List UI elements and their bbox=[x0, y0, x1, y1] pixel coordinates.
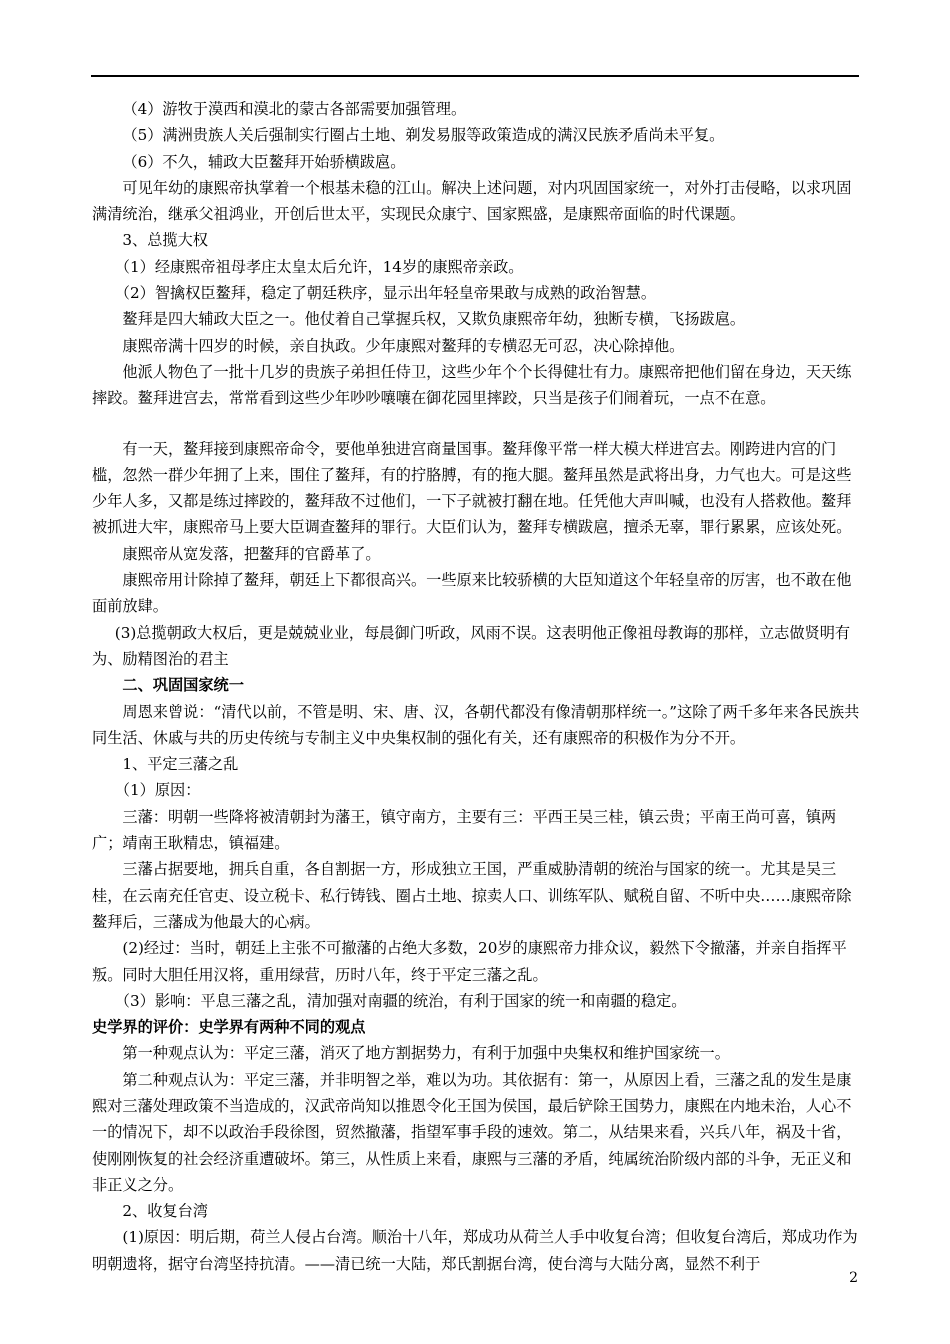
paragraph-three-feudatories: 三藩：明朝一些降将被清朝封为藩王，镇守南方，主要有三：平西王吴三桂，镇云贵；平南王尚可喜，镇两广；靖南王耿精忠，镇福建。 bbox=[92, 807, 837, 853]
paragraph-view-one: 第一种观点认为：平定三藩，消灭了地方割据势力，有利于加强中央集权和维护国家统一。 bbox=[122, 1044, 730, 1063]
blank-line bbox=[92, 412, 864, 436]
list-item-impact: （3）影响：平息三藩之乱，清加强对南疆的统治，有利于国家的统一和南疆的稳定。 bbox=[114, 991, 687, 1010]
section-heading-2: 二、巩固国家统一 bbox=[122, 676, 244, 695]
subheading-evaluation: 史学界的评价：史学界有两种不同的观点 bbox=[92, 1018, 366, 1037]
list-item-3: (3)总揽朝政大权后，更是兢兢业业，每晨御门听政，风雨不误。这表明他正像祖母教诲的那样，立志做贤明有为、励精图治的君主 bbox=[92, 623, 851, 668]
list-item-cause: （1）原因： bbox=[114, 781, 201, 800]
list-item-2: （2）智擒权臣鳌拜，稳定了朝廷秩序，显示出年轻皇帝果敢与成熟的政治智慧。 bbox=[114, 284, 657, 303]
paragraph-zhou-enlai: 周恩来曾说：“清代以前，不管是明、宋、唐、汉，各朝代都没有像清朝那样统一。”这除了两千多年来各民族共同生活、休戚与共的历史传统与专制主义中央集权制的强化有关，还有康熙帝的积极作为分不开。 bbox=[92, 702, 860, 747]
header-rule bbox=[91, 75, 859, 77]
list-item-process: (2)经过：当时，朝廷上主张不可撤藩的占绝大多数，20岁的康熙帝力排众议，毅然下令撤藩，并亲自指挥平叛。同时大胆任用汉将，重用绿营，历时八年，终于平定三藩之乱。 bbox=[92, 939, 847, 984]
paragraph-aobai: 鳌拜是四大辅政大臣之一。他仗着自己掌握兵权，又欺负康熙帝年幼，独断专横，飞扬跋扈。 bbox=[122, 310, 746, 329]
section-heading-3: 3、总揽大权 bbox=[122, 231, 208, 250]
paragraph-guards: 他派人物色了一批十几岁的贵族子弟担任侍卫，这些少年个个长得健壮有力。康熙帝把他们留在身边，天天练摔跤。鳌拜进宫去，常常看到这些少年吵吵嚷嚷在御花园里摔跤，只当是孩子们闹着玩，一点不在意。 bbox=[92, 362, 852, 408]
list-item-4: （4）游牧于漠西和漠北的蒙古各部需要加强管理。 bbox=[122, 100, 467, 118]
paragraph-kangxi-rule: 康熙帝满十四岁的时候，亲自执政。少年康熙对鳌拜的专横忍无可忍，决心除掉他。 bbox=[122, 336, 685, 355]
subheading-three-feudatories: 1、平定三藩之乱 bbox=[122, 755, 239, 774]
paragraph-wu-sangui: 三藩占据要地，拥兵自重，各自割据一方，形成独立王国，严重威胁清朝的统治与国家的统一。尤其是吴三桂，在云南充任官吏、设立税卡、私行铸钱、圈占土地、掠卖人口、训练军队、赋税自留、不听中央……康熙帝除鳌拜后，三藩成为他最大的心病。 bbox=[92, 860, 852, 931]
list-item-6: （6）不久，辅政大臣鳌拜开始骄横跋扈。 bbox=[122, 152, 406, 171]
paragraph-taiwan-cause: (1)原因：明后期，荷兰人侵占台湾。顺治十八年，郑成功从荷兰人手中收复台湾；但收复台湾后，郑成功作为明朝遗将，据守台湾坚持抗清。——清已统一大陆，郑氏割据台湾，使台湾与大陆分离，显然不利于 bbox=[92, 1228, 858, 1273]
paragraph-court-reaction: 康熙帝用计除掉了鳌拜，朝廷上下都很高兴。一些原来比较骄横的大臣知道这个年轻皇帝的厉害，也不敢在他面前放肆。 bbox=[92, 571, 852, 616]
list-item-1: （1）经康熙帝祖母孝庄太皇太后允许，14岁的康熙帝亲政。 bbox=[114, 257, 524, 276]
document-body bbox=[92, 96, 864, 1277]
list-item-5: （5）满洲贵族人关后强制实行圈占土地、剃发易服等政策造成的满汉民族矛盾尚未平复。 bbox=[122, 126, 725, 145]
paragraph-summary: 可见年幼的康熙帝执掌着一个根基未稳的江山。解决上述问题，对内巩固国家统一，对外打击侵略，以求巩固满清统治，继承父祖鸿业，开创后世太平，实现民众康宁、国家熙盛，是康熙帝面临的时代课题。 bbox=[92, 178, 852, 224]
subheading-taiwan: 2、收复台湾 bbox=[122, 1202, 208, 1221]
page-number: 2 bbox=[849, 1270, 858, 1286]
paragraph-capture: 有一天，鳌拜接到康熙帝命令，要他单独进宫商量国事。鳌拜像平常一样大模大样进宫去。刚跨进内宫的门槛，忽然一群少年拥了上来，围住了鳌拜，有的拧胳膊，有的拖大腿。鳌拜虽然是武将出身，力气也大。可是这些少年人多，又都是练过摔跤的，鳌拜敌不过他们，一下子就被打翻在地。任凭他大声叫喊，也没有人搭救他。鳌拜被抓进大牢，康熙帝马上要大臣调查鳌拜的罪行。大臣们认为，鳌拜专横跋扈，擅杀无辜，罪行累累，应该处死。 bbox=[92, 439, 852, 537]
paragraph-punishment: 康熙帝从宽发落，把鳌拜的官爵革了。 bbox=[122, 544, 381, 563]
paragraph-view-two: 第二种观点认为：平定三藩，并非明智之举，难以为功。其依据有：第一，从原因上看，三藩之乱的发生是康熙对三藩处理政策不当造成的，汉武帝尚知以推恩令化王国为侯国，最后铲除王国势力，康熙在内地未治，人心不一的情况下，却不以政治手段徐图，贸然撤藩，指望军事手段的速效。第二，从结果来看，兴兵八年，祸及十省，使刚刚恢复的社会经济重遭破坏。第三，从性质上来看，康熙与三藩的矛盾，纯属统治阶级内部的斗争，无正义和非正义之分。 bbox=[92, 1070, 852, 1194]
